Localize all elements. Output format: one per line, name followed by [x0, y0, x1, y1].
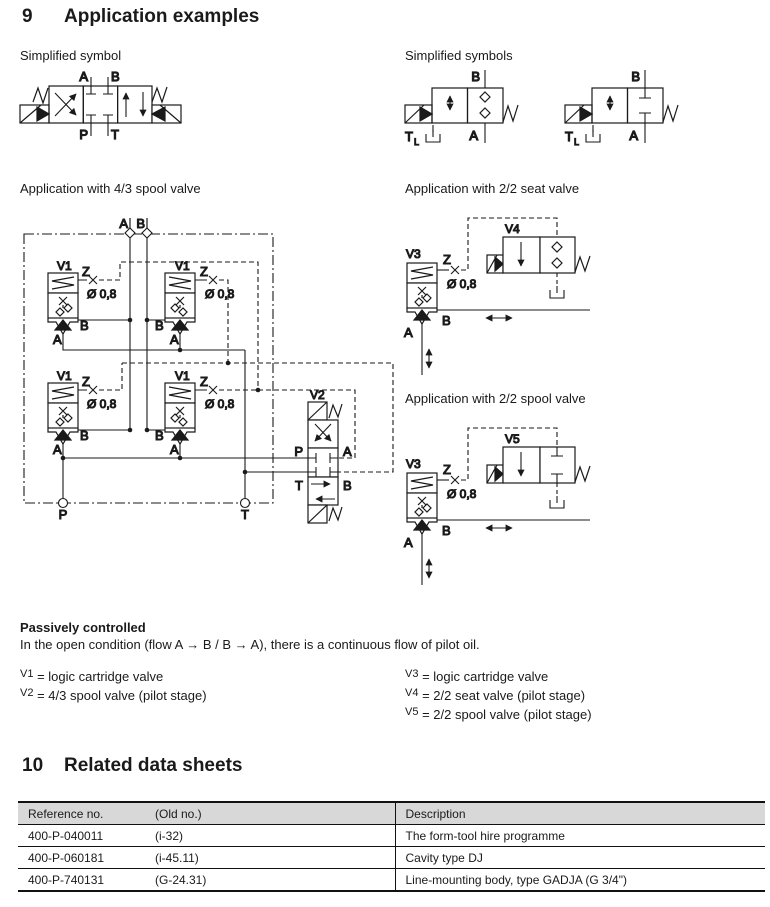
- cartridge-valve-v1: [48, 273, 78, 334]
- blocked-port-icon: [639, 88, 651, 98]
- orifice-label: Ø 0,8: [205, 397, 235, 411]
- drain-icon: [550, 496, 564, 508]
- pilot-label-z: Z: [443, 252, 451, 267]
- label-simplified-symbol: Simplified symbol: [20, 48, 122, 63]
- orifice-icon: [451, 266, 459, 274]
- label-app-22-seat: Application with 2/2 seat valve: [405, 181, 580, 196]
- legend-item: [20, 685, 207, 704]
- section-9-number: 9: [22, 6, 33, 27]
- legend-symbol: V2: [20, 687, 34, 699]
- port-label-a: A: [404, 325, 413, 340]
- crossed-arrows-icon: [55, 93, 76, 116]
- spring-icon: [663, 105, 678, 122]
- orifice-icon: [89, 386, 97, 394]
- port-label-t: T: [111, 127, 119, 142]
- port-label-b: B: [631, 69, 640, 84]
- port-label-b: B: [80, 428, 89, 443]
- solenoid-right-icon: [152, 105, 181, 123]
- valve-label-v2: V2: [310, 388, 325, 402]
- cell-reference-no: 400-P-060181: [18, 847, 145, 869]
- orifice-icon: [89, 276, 97, 284]
- valve-label-v1: V1: [175, 369, 190, 383]
- port-label-p: P: [58, 507, 68, 522]
- application-4-3-diagram: [24, 216, 393, 523]
- valve-label-v5: V5: [505, 432, 520, 446]
- port-label-a: A: [53, 442, 62, 457]
- cell-description: The form-tool hire programme: [395, 825, 765, 847]
- legend-symbol: V1: [20, 668, 34, 680]
- label-simplified-symbols: Simplified symbols: [405, 48, 513, 63]
- seat-poppet-icon: [480, 108, 490, 118]
- solenoid-left-icon: [20, 105, 49, 123]
- simplified-2-2-seat-symbol: [405, 69, 518, 147]
- legend-item: [405, 666, 592, 685]
- port-label-a: A: [170, 442, 179, 457]
- legend-text: = 4/3 spool valve (pilot stage): [37, 688, 207, 703]
- simplified-2-2-spool-symbol: [565, 69, 678, 147]
- orifice-label: Ø 0,8: [447, 487, 477, 501]
- legend-text: = 2/2 seat valve (pilot stage): [422, 688, 586, 703]
- port-label-t: T: [241, 507, 249, 522]
- legend-symbol: V5: [405, 706, 419, 718]
- drain-icon: [550, 286, 564, 298]
- note-body: In the open condition (flow A → B / B → A), there is a continuous flow of pilot oil.: [20, 637, 480, 652]
- section-10-heading: [22, 755, 242, 777]
- port-label-b: B: [111, 69, 120, 84]
- table-row: [18, 825, 765, 847]
- cell-description: Line-mounting body, type GADJA (G 3/4"): [395, 869, 765, 892]
- cell-description: Cavity type DJ: [395, 847, 765, 869]
- port-label-p: P: [79, 127, 88, 142]
- spring-icon: [329, 507, 342, 521]
- valve-label-v3: V3: [406, 457, 421, 471]
- port-label-a: A: [170, 332, 179, 347]
- legend-left: [20, 666, 207, 704]
- legend-item: [405, 685, 592, 704]
- cartridge-valve-v3: [407, 473, 437, 534]
- legend-symbol: V4: [405, 687, 419, 699]
- port-label-b: B: [343, 478, 352, 493]
- port-label-b: B: [471, 69, 480, 84]
- cell-reference-no: 400-P-040011: [18, 825, 145, 847]
- orifice-icon: [451, 476, 459, 484]
- cell-old-no: (G-24.31): [145, 869, 395, 892]
- valve-label-v1: V1: [57, 369, 72, 383]
- spring-icon: [329, 404, 342, 418]
- pilot-network: [99, 262, 393, 472]
- pilot-label-z: Z: [82, 374, 90, 389]
- note-heading: Passively controlled: [20, 620, 146, 635]
- valve-label-v3: V3: [406, 247, 421, 261]
- legend-text: = logic cartridge valve: [37, 669, 164, 684]
- cartridge-valve-v3: [407, 263, 437, 324]
- application-2-2-spool-diagram: [404, 428, 590, 585]
- column-header-description: Description: [395, 802, 765, 825]
- spring-left-icon: [33, 88, 48, 103]
- column-header-old-no: (Old no.): [145, 802, 395, 825]
- port-label-a: A: [343, 444, 352, 459]
- table-row: [18, 869, 765, 892]
- related-data-sheets-table: [18, 801, 765, 892]
- cell-reference-no: 400-P-740131: [18, 869, 145, 892]
- pilot-valve-v4: [487, 237, 590, 298]
- pilot-valve-v5: [487, 447, 590, 508]
- legend-text: = 2/2 spool valve (pilot stage): [422, 707, 592, 722]
- seat-poppet-icon: [480, 92, 490, 102]
- spring-icon: [575, 256, 590, 272]
- port-label-tl: T: [405, 129, 413, 144]
- port-label-p: P: [294, 444, 303, 459]
- legend-text: = logic cartridge valve: [422, 669, 549, 684]
- blocked-port-icon: [639, 113, 651, 123]
- orifice-label: Ø 0,8: [87, 287, 117, 301]
- table-row: [18, 847, 765, 869]
- junction-dots: [61, 318, 261, 475]
- cell-old-no: (i-45.11): [145, 847, 395, 869]
- port-label-b: B: [155, 428, 164, 443]
- simplified-symbol-4-3-diagram: [20, 69, 181, 142]
- port-label-b: B: [80, 318, 89, 333]
- pilot-label-z: Z: [443, 462, 451, 477]
- label-app-43: Application with 4/3 spool valve: [20, 181, 201, 196]
- port-label-tl-sub: L: [574, 137, 580, 147]
- table-header-row: [18, 802, 765, 825]
- port-label-b: B: [442, 523, 451, 538]
- section-9-title: Application examples: [64, 6, 260, 27]
- spring-right-icon: [152, 87, 167, 102]
- cell-old-no: (i-32): [145, 825, 395, 847]
- label-app-22-spool: Application with 2/2 spool valve: [405, 391, 586, 406]
- valve-label-v1: V1: [175, 259, 190, 273]
- port-label-a: A: [53, 332, 62, 347]
- blocked-ports-icon: [86, 86, 113, 123]
- legend-item: [405, 704, 592, 723]
- port-label-b: B: [155, 318, 164, 333]
- port-label-a: A: [119, 216, 128, 231]
- legend-right: [405, 666, 592, 723]
- orifice-label: Ø 0,8: [205, 287, 235, 301]
- legend-item: [20, 666, 207, 685]
- orifice-label: Ø 0,8: [447, 277, 477, 291]
- valve-label-v4: V4: [505, 222, 520, 236]
- port-label-tl-sub: L: [414, 137, 420, 147]
- cartridge-valve-v1: [165, 383, 195, 444]
- orifice-label: Ø 0,8: [87, 397, 117, 411]
- cartridge-valve-v1: [48, 383, 78, 444]
- valve-label-v1: V1: [57, 259, 72, 273]
- pilot-label-z: Z: [200, 264, 208, 279]
- drain-icon: [586, 130, 600, 142]
- legend-symbol: V3: [405, 668, 419, 680]
- spring-icon: [503, 105, 518, 122]
- orifice-icon: [209, 386, 217, 394]
- drain-icon: [426, 130, 440, 142]
- pilot-valve-v2: [308, 402, 342, 523]
- cartridge-valve-v1: [165, 273, 195, 334]
- section-10-number: 10: [22, 755, 44, 776]
- section-10-title: Related data sheets: [64, 755, 243, 776]
- column-header-reference-no: Reference no.: [18, 802, 145, 825]
- spring-icon: [575, 466, 590, 482]
- port-label-a: A: [629, 128, 638, 143]
- port-label-b: B: [442, 313, 451, 328]
- port-label-a: A: [469, 128, 478, 143]
- pilot-label-z: Z: [82, 264, 90, 279]
- application-2-2-seat-diagram: [404, 218, 590, 375]
- simplified-symbols-2-2-diagram: [405, 69, 678, 147]
- orifice-icon: [209, 276, 217, 284]
- port-label-t: T: [295, 478, 303, 493]
- port-label-b: B: [136, 216, 145, 231]
- port-label-a: A: [404, 535, 413, 550]
- port-label-a: A: [79, 69, 88, 84]
- pilot-label-z: Z: [200, 374, 208, 389]
- parallel-arrows-icon: [126, 92, 143, 117]
- port-label-tl: T: [565, 129, 573, 144]
